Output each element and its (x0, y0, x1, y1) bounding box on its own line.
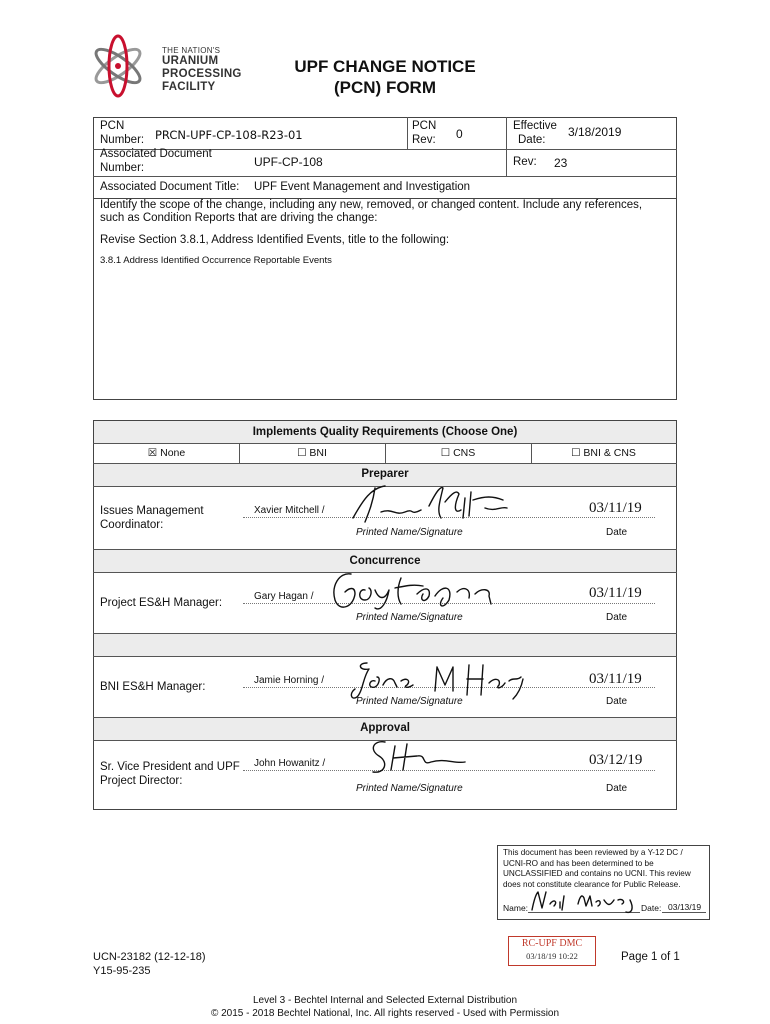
scope-new-title: 3.8.1 Address Identified Occurrence Reportable Events (100, 255, 332, 266)
effective-date-label-2: Date: (518, 134, 546, 146)
concurrence-name-1: Gary Hagan / (254, 591, 314, 602)
approval-name: John Howanitz / (254, 758, 326, 769)
quality-heading: Implements Quality Requirements (Choose One) (252, 426, 518, 438)
preparer-heading: Preparer (361, 468, 409, 480)
preparer-date: 03/11/19 (589, 500, 642, 516)
scope-revise-text: Revise Section 3.8.1, Address Identified Events, title to the following: (100, 234, 450, 246)
approval-printed-label: Printed Name/Signature (356, 783, 463, 794)
assoc-doc-number-label-2: Number: (100, 162, 145, 174)
footer-ucn: UCN-23182 (12-12-18) (93, 951, 206, 963)
quality-option-bni[interactable]: ☐ BNI (297, 447, 327, 459)
approval-date: 03/12/19 (589, 752, 643, 768)
quality-option-cns[interactable]: ☐ CNS (440, 447, 476, 459)
pcn-rev-label-2: Rev: (412, 134, 436, 146)
concurrence-spacer (94, 634, 676, 656)
reviewer-signature-icon (526, 888, 646, 914)
preparer-name: Xavier Mitchell / (254, 505, 325, 516)
logo-tagline: THE NATION'S (162, 46, 221, 55)
scope-instruction: Identify the scope of the change, including any new, removed, or changed content. Include any references, such as Condition Reports that are driving the change: (100, 199, 643, 224)
scope-box (93, 198, 677, 400)
pcn-rev-label: PCN (412, 120, 437, 132)
pcn-number-value: PRCN-UPF-CP-108-R23-01 (155, 128, 303, 142)
logo-word-2: PROCESSING (162, 68, 242, 80)
concurrence-printed-label-2: Printed Name/Signature (356, 696, 463, 707)
concurrence-date-2: 03/11/19 (589, 671, 642, 687)
approval-date-label: Date (606, 783, 628, 794)
logo-word-1: URANIUM (162, 55, 219, 67)
upf-logo (88, 30, 248, 102)
concurrence-signature-1-icon (325, 566, 515, 616)
preparer-date-label: Date (606, 527, 628, 538)
footer-y15: Y15-95-235 (93, 965, 151, 977)
review-name-label: Name: (503, 903, 529, 913)
concurrence-name-2: Jamie Horning / (254, 675, 325, 686)
review-date-label: Date: (641, 903, 662, 913)
pcn-number-label-2: Number: (100, 134, 145, 146)
assoc-doc-number-label: Associated Document (100, 148, 212, 160)
preparer-role: Issues Management (100, 505, 204, 517)
pcn-rev-value: 0 (456, 127, 463, 141)
preparer-printed-label: Printed Name/Signature (356, 527, 463, 538)
logo-word-3: FACILITY (162, 81, 216, 93)
pcn-number-label: PCN (100, 120, 125, 132)
dmc-stamp-timestamp: 03/18/19 10:22 (526, 951, 578, 961)
doc-rev-label: Rev: (513, 156, 537, 168)
atom-logo-icon (88, 30, 148, 102)
assoc-doc-title-label: Associated Document Title: (100, 181, 240, 193)
quality-option-bni-cns[interactable]: ☐ BNI & CNS (571, 447, 636, 459)
classification-review-text: This document has been reviewed by a Y-12 DC / UCNI-RO and has been determined to be UNCLASSIFIED and contains no UCNI. This review does not constitute clearance for Public Release. (503, 848, 691, 889)
concurrence-date-label-1: Date (606, 612, 628, 623)
approval-signature-icon (355, 736, 475, 782)
dmc-stamp-title: RC-UPF DMC (521, 938, 583, 949)
concurrence-date-1: 03/11/19 (589, 585, 642, 601)
preparer-signature-icon (345, 478, 515, 528)
concurrence-heading: Concurrence (349, 555, 421, 567)
approval-role-2: Project Director: (100, 775, 183, 787)
effective-date-label: Effective (513, 120, 557, 132)
assoc-doc-number-value: UPF-CP-108 (254, 155, 323, 169)
doc-rev-value: 23 (554, 156, 568, 170)
assoc-doc-title-value: UPF Event Management and Investigation (254, 181, 471, 193)
footer-page-number: Page 1 of 1 (621, 951, 680, 963)
form-title-line-2: (PCN) FORM (334, 78, 436, 97)
approval-role: Sr. Vice President and UPF (100, 761, 240, 773)
quality-option-none[interactable]: ☒ None (147, 447, 186, 459)
concurrence-printed-label-1: Printed Name/Signature (356, 612, 463, 623)
footer-copyright: © 2015 - 2018 Bechtel National, Inc. All rights reserved - Used with Permission (210, 1008, 560, 1019)
concurrence-role-1: Project ES&H Manager: (100, 597, 223, 609)
effective-date-value: 3/18/2019 (568, 125, 622, 139)
review-date-value: 03/13/19 (668, 902, 702, 912)
form-title-line-1: UPF CHANGE NOTICE (294, 57, 476, 76)
footer-distribution: Level 3 - Bechtel Internal and Selected External Distribution (252, 995, 518, 1006)
approval-heading: Approval (360, 722, 410, 734)
concurrence-role-2: BNI ES&H Manager: (100, 681, 206, 693)
preparer-role-2: Coordinator: (100, 519, 164, 531)
concurrence-date-label-2: Date (606, 696, 628, 707)
